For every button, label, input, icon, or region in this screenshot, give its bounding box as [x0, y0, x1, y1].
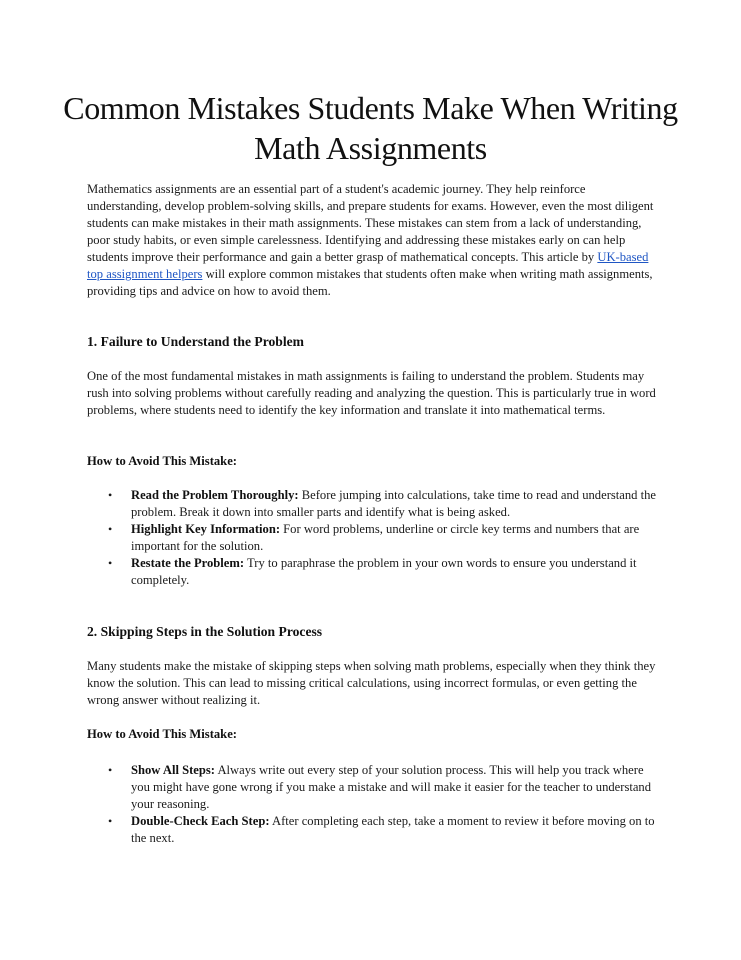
page-title: Common Mistakes Students Make When Writing Math Assignments	[63, 90, 678, 166]
section-1-body: One of the most fundamental mistakes in math assignments is failing to understand the problem. Students may rush into solving problems without carefully reading and analyzing the question. This is particularly true in word problems, where students need to identify the key information and translate it into mathematical terms.	[87, 369, 656, 417]
tip-term: Show All Steps:	[131, 763, 215, 777]
section-2-avoid-heading: How to Avoid This Mistake:	[87, 727, 237, 741]
section-1-heading: 1. Failure to Understand the Problem	[87, 334, 304, 349]
bullet-icon: •	[108, 556, 113, 570]
tip-term: Restate the Problem:	[131, 556, 245, 570]
intro-paragraph	[87, 181, 659, 300]
tip-term: Highlight Key Information:	[131, 522, 281, 536]
list-item	[87, 521, 659, 555]
bullet-icon: •	[108, 488, 113, 502]
tip-text: Always write out every step of your solution process. This will help you track where you might have gone wrong if you make a mistake and will make it easier for the teacher to understand your reasoning.	[131, 763, 652, 811]
section-2-body: Many students make the mistake of skipping steps when solving math problems, especially when they think they know the solution. This can lead to missing critical calculations, using incorrect formulas, or even getting the wrong answer without realizing it.	[87, 659, 656, 707]
bullet-icon: •	[108, 814, 113, 828]
section-2-tips-list	[87, 762, 659, 847]
section-2-heading: 2. Skipping Steps in the Solution Process	[87, 624, 323, 639]
bullet-icon: •	[108, 522, 113, 536]
tip-text: For word problems, underline or circle key terms and numbers that are important for the solution.	[131, 522, 640, 553]
tip-term: Double-Check Each Step:	[131, 814, 270, 828]
section-1-avoid-heading: How to Avoid This Mistake:	[87, 454, 237, 468]
intro-text-after-link: will explore common mistakes that students often make when writing math assignments, providing tips and advice on how to avoid them.	[87, 267, 653, 298]
list-item	[87, 762, 659, 813]
section-1-tips-list	[87, 487, 659, 589]
assignment-helpers-link[interactable]: UK-based top assignment helpers	[87, 250, 649, 281]
list-item	[87, 555, 659, 589]
list-item	[87, 487, 659, 521]
intro-text-before-link: Mathematics assignments are an essential part of a student's academic journey. They help reinforce understanding, develop problem-solving skills, and prepare students for exams. However, even the most diligent students can make mistakes in their math assignments. These mistakes can stem from a lack of understanding, poor study habits, or even simple carelessness. Identifying and addressing these mistakes early on can help students improve their performance and gain a better grasp of mathematical concepts. This article by	[87, 182, 654, 264]
tip-text: Before jumping into calculations, take time to read and understand the problem. Break it down into smaller parts and identify what is being asked.	[131, 488, 657, 519]
list-item	[87, 813, 659, 847]
bullet-icon: •	[108, 763, 113, 777]
tip-text: After completing each step, take a moment to review it before moving on to the next.	[131, 814, 655, 845]
tip-text: Try to paraphrase the problem in your own words to ensure you understand it completely.	[131, 556, 637, 587]
tip-term: Read the Problem Thoroughly:	[131, 488, 299, 502]
